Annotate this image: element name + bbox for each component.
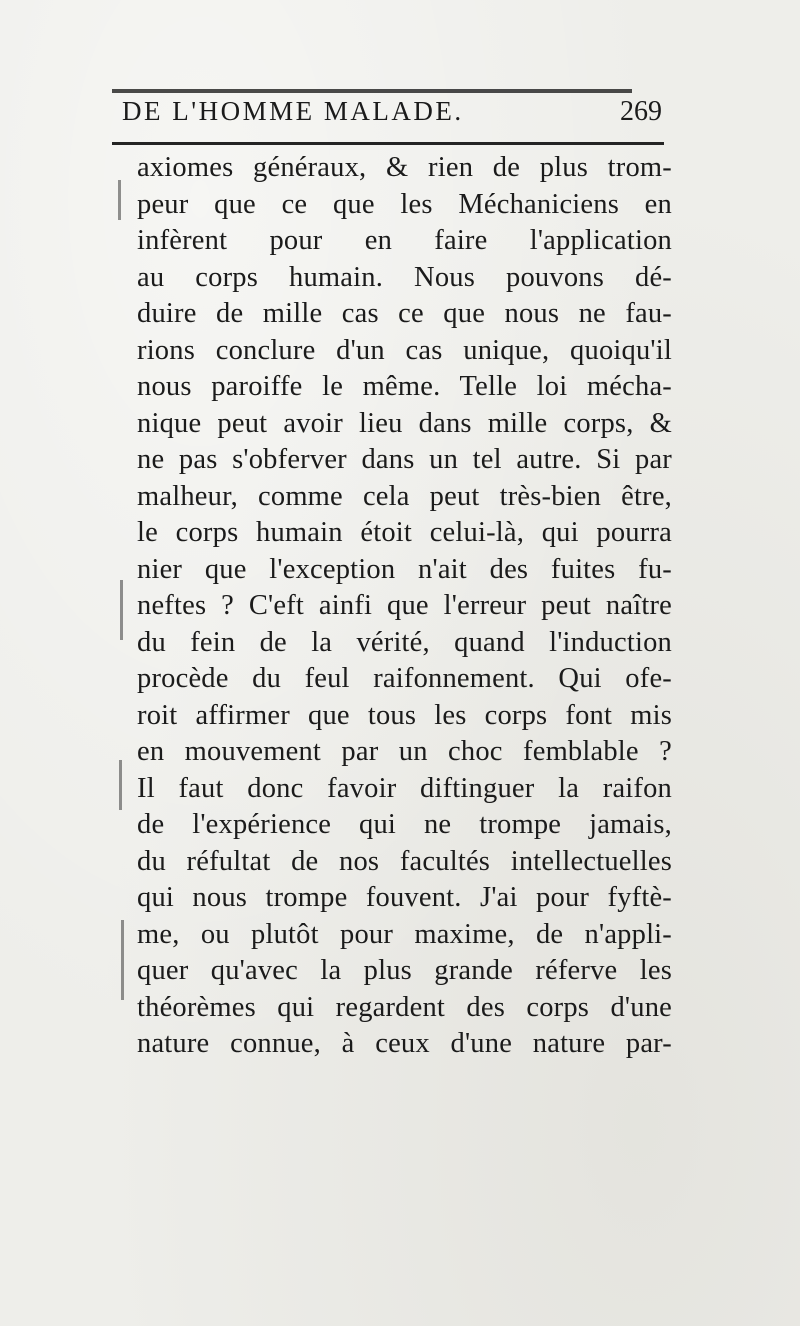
text-line: axiomes généraux, & rien de plus trom- bbox=[137, 152, 672, 183]
text-line: nature connue, à ceux d'une nature par- bbox=[137, 1028, 672, 1059]
text-line: du réfultat de nos facultés intellectuelles bbox=[137, 845, 672, 877]
text-line: malheur, comme cela peut très-bien être, bbox=[137, 480, 672, 512]
text-line: nier que l'exception n'ait des fuites fu- bbox=[137, 553, 672, 585]
text-line: le corps humain étoit celui-là, qui pourra bbox=[137, 517, 672, 548]
gutter-shadow-mark bbox=[119, 760, 122, 810]
gutter-shadow-mark bbox=[121, 920, 124, 1000]
text-line: roit affirmer que tous les corps font mis bbox=[137, 699, 672, 731]
text-line: du fein de la vérité, quand l'induction bbox=[137, 626, 672, 658]
text-line: en mouvement par un choc femblable ? bbox=[137, 736, 672, 767]
text-line: théorèmes qui regardent des corps d'une bbox=[137, 991, 672, 1023]
text-line: quer qu'avec la plus grande réferve les bbox=[137, 955, 672, 986]
header-rule bbox=[112, 142, 664, 145]
text-line: procède du feul raifonnement. Qui ofe- bbox=[137, 663, 672, 694]
gutter-shadow-mark bbox=[118, 180, 121, 220]
body-text bbox=[137, 150, 672, 1063]
text-line: nous paroiffe le même. Telle loi mécha- bbox=[137, 371, 672, 402]
running-head-title: DE L'HOMME MALADE. bbox=[122, 96, 464, 126]
text-line: au corps humain. Nous pouvons dé- bbox=[137, 261, 672, 293]
text-line: rions conclure d'un cas unique, quoiqu'il bbox=[137, 334, 672, 366]
gutter-shadow-mark bbox=[120, 580, 123, 640]
top-border-rule bbox=[112, 89, 632, 93]
text-line: qui nous trompe fouvent. J'ai pour fyftè- bbox=[137, 882, 672, 913]
text-line: Il faut donc favoir diftinguer la raifon bbox=[137, 772, 672, 804]
text-line: duire de mille cas ce que nous ne fau- bbox=[137, 298, 672, 329]
text-line: nique peut avoir lieu dans mille corps, & bbox=[137, 407, 672, 439]
text-line: peur que ce que les Méchaniciens en bbox=[137, 188, 672, 220]
text-line: ne pas s'obferver dans un tel autre. Si par bbox=[137, 444, 672, 475]
text-line: neftes ? C'eft ainfi que l'erreur peut naître bbox=[137, 590, 672, 621]
text-line: me, ou plutôt pour maxime, de n'appli- bbox=[137, 918, 672, 950]
page-number: 269 bbox=[620, 96, 662, 127]
text-line: infèrent pour en faire l'application bbox=[137, 225, 672, 256]
running-head bbox=[122, 94, 662, 134]
text-line: de l'expérience qui ne trompe jamais, bbox=[137, 809, 672, 840]
